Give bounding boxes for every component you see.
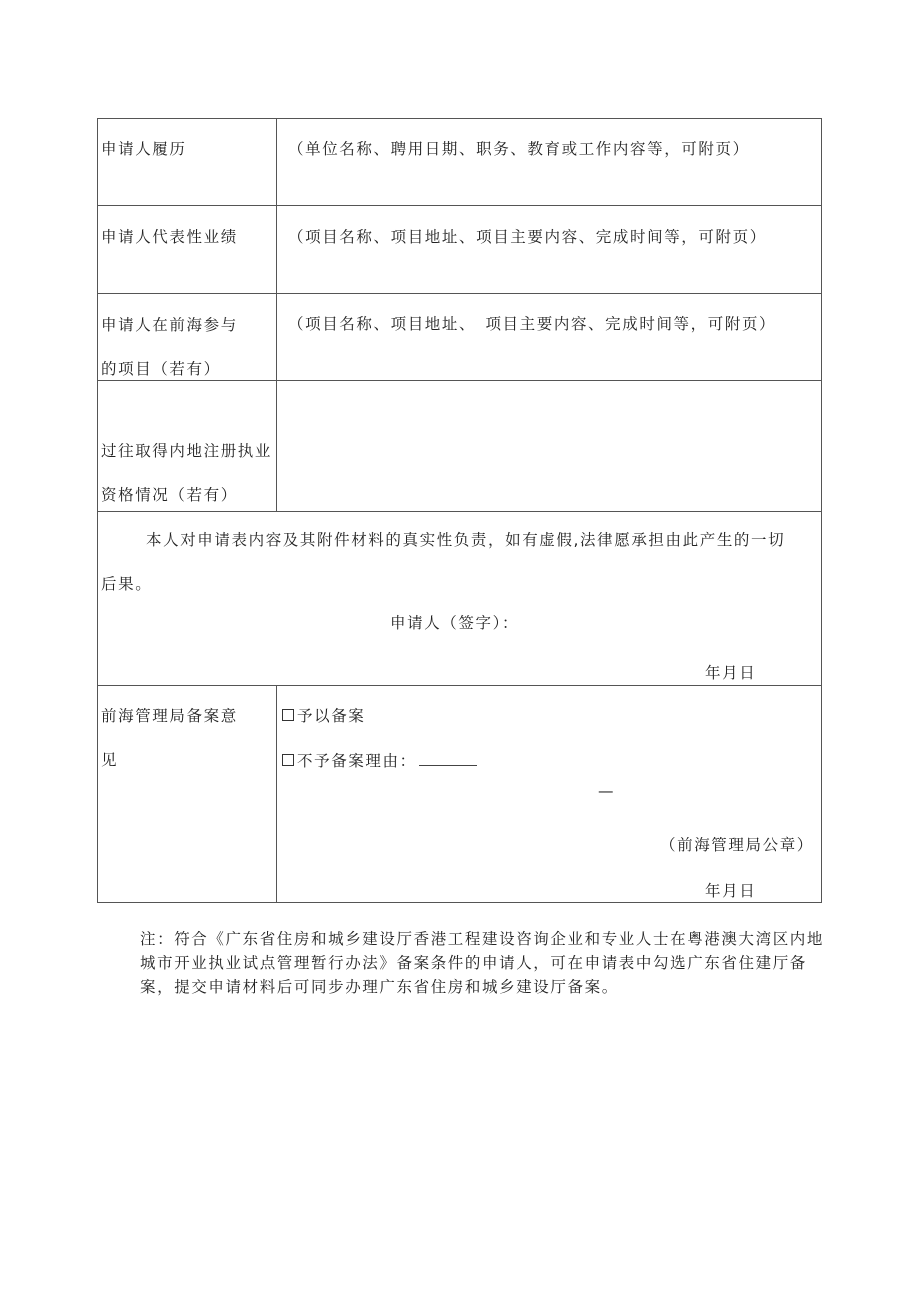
row-value-resume[interactable]: （单位名称、聘用日期、职务、教育或工作内容等，可附页） — [288, 140, 750, 158]
option-reject[interactable] — [282, 751, 477, 770]
row-divider — [97, 685, 822, 686]
table-border-bottom — [97, 902, 822, 903]
row-divider — [97, 380, 822, 381]
row-label-qianhai-projects: 申请人在前海参与 — [101, 316, 238, 334]
declaration-text: 本人对申请表内容及其附件材料的真实性负责，如有虚假,法律愿承担由此产生的一切 — [146, 531, 786, 549]
signature-label[interactable]: 申请人（签字）： — [390, 614, 520, 632]
note-text: 注：符合《广东省住房和城乡建设厅香港工程建设咨询企业和专业人士在粤港澳大湾区内地 — [140, 930, 825, 948]
note-text-line3: 案，提交申请材料后可同步办理广东省住房和城乡建设厅备案。 — [140, 978, 619, 996]
reject-reason-blank[interactable] — [419, 751, 477, 766]
row-label-achievements: 申请人代表性业绩 — [101, 228, 238, 246]
column-divider — [276, 685, 277, 903]
column-divider — [276, 118, 277, 512]
row-label-qianhai-projects-line2: 的项目（若有） — [101, 360, 221, 378]
official-seal-label: （前海管理局公章） — [660, 836, 814, 854]
table-border-left — [97, 118, 98, 903]
table-border-top — [97, 118, 822, 119]
declaration-text-line2: 后果。 — [101, 575, 153, 593]
opinion-label-line2: 见 — [101, 751, 119, 769]
row-divider — [97, 293, 822, 294]
checkbox-approve[interactable] — [282, 709, 294, 721]
row-divider — [97, 205, 822, 206]
row-label-resume: 申请人履历 — [101, 140, 187, 158]
table-border-right — [821, 118, 822, 903]
row-value-qianhai-projects[interactable]: （项目名称、项目地址、 项目主要内容、完成时间等，可附页） — [288, 315, 777, 333]
opinion-label: 前海管理局备案意 — [101, 707, 238, 725]
opinion-date: 年月日 — [705, 882, 757, 900]
row-value-achievements[interactable]: （项目名称、项目地址、项目主要内容、完成时间等，可附页） — [288, 228, 767, 246]
checkbox-reject[interactable] — [282, 754, 294, 766]
row-label-qualifications: 过往取得内地注册执业 — [101, 442, 273, 460]
reject-reason-dash: — — [598, 782, 616, 800]
row-divider — [97, 511, 822, 512]
declaration-date: 年月日 — [705, 664, 757, 682]
option-approve[interactable] — [282, 707, 365, 725]
option-approve-label: 予以备案 — [297, 707, 366, 725]
row-label-qualifications-line2: 资格情况（若有） — [101, 486, 238, 504]
option-reject-label: 不予备案理由： — [297, 752, 417, 770]
note-text-line2: 城市开业执业试点管理暂行办法》备案条件的申请人，可在申请表中勾选广东省住建厅备 — [140, 954, 807, 972]
